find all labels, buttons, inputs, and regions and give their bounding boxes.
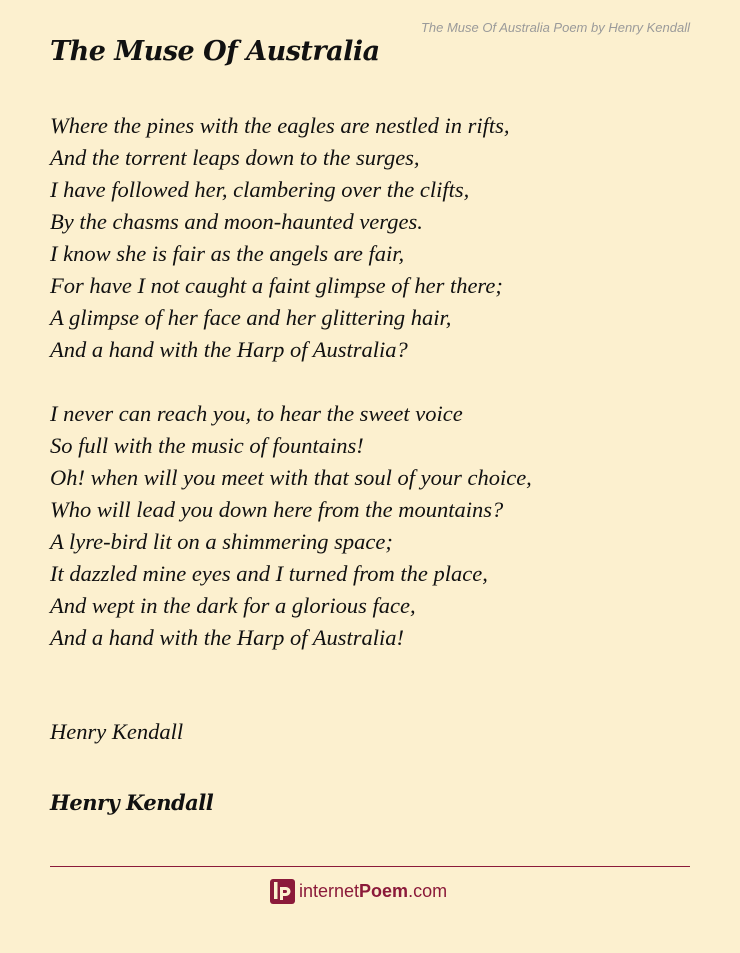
internetpoem-logo-icon	[270, 879, 295, 904]
brand-prefix: internet	[299, 881, 360, 901]
poem-stanza	[50, 398, 532, 654]
poem-line: It dazzled mine eyes and I turned from the place,	[50, 561, 488, 586]
poem-line: I know she is fair as the angels are fair,	[50, 241, 405, 266]
poem-line: So full with the music of fountains!	[50, 433, 364, 458]
poem-line: For have I not caught a faint glimpse of her there;	[50, 273, 503, 298]
poem-body	[50, 110, 532, 686]
poem-line: And wept in the dark for a glorious face,	[50, 593, 416, 618]
brand-bold: Poem	[359, 881, 409, 901]
poem-line: Where the pines with the eagles are nestled in rifts,	[50, 113, 510, 138]
poem-title: The Muse Of Australia	[50, 36, 380, 67]
poem-line: Oh! when will you meet with that soul of your choice,	[50, 465, 532, 490]
poem-line: By the chasms and moon-haunted verges.	[50, 209, 423, 234]
poem-signature: Henry Kendall	[50, 719, 184, 744]
brand-suffix: .com	[408, 881, 448, 901]
poem-line: And a hand with the Harp of Australia?	[50, 337, 408, 362]
poem-line: I never can reach you, to hear the sweet voice	[50, 401, 463, 426]
poem-line: A lyre-bird lit on a shimmering space;	[50, 529, 393, 554]
poem-line: A glimpse of her face and her glittering hair,	[50, 305, 452, 330]
poem-line: And the torrent leaps down to the surges,	[50, 145, 420, 170]
author-name[interactable]: Henry Kendall	[50, 790, 214, 815]
poem-line: Who will lead you down here from the mountains?	[50, 497, 504, 522]
footer-divider	[50, 866, 690, 867]
poem-line: I have followed her, clambering over the clifts,	[50, 177, 470, 202]
site-brand-link[interactable]	[270, 879, 447, 904]
poem-line: And a hand with the Harp of Australia!	[50, 625, 404, 650]
page-caption: The Muse Of Australia Poem by Henry Kendall	[420, 20, 690, 35]
poem-stanza	[50, 110, 532, 366]
